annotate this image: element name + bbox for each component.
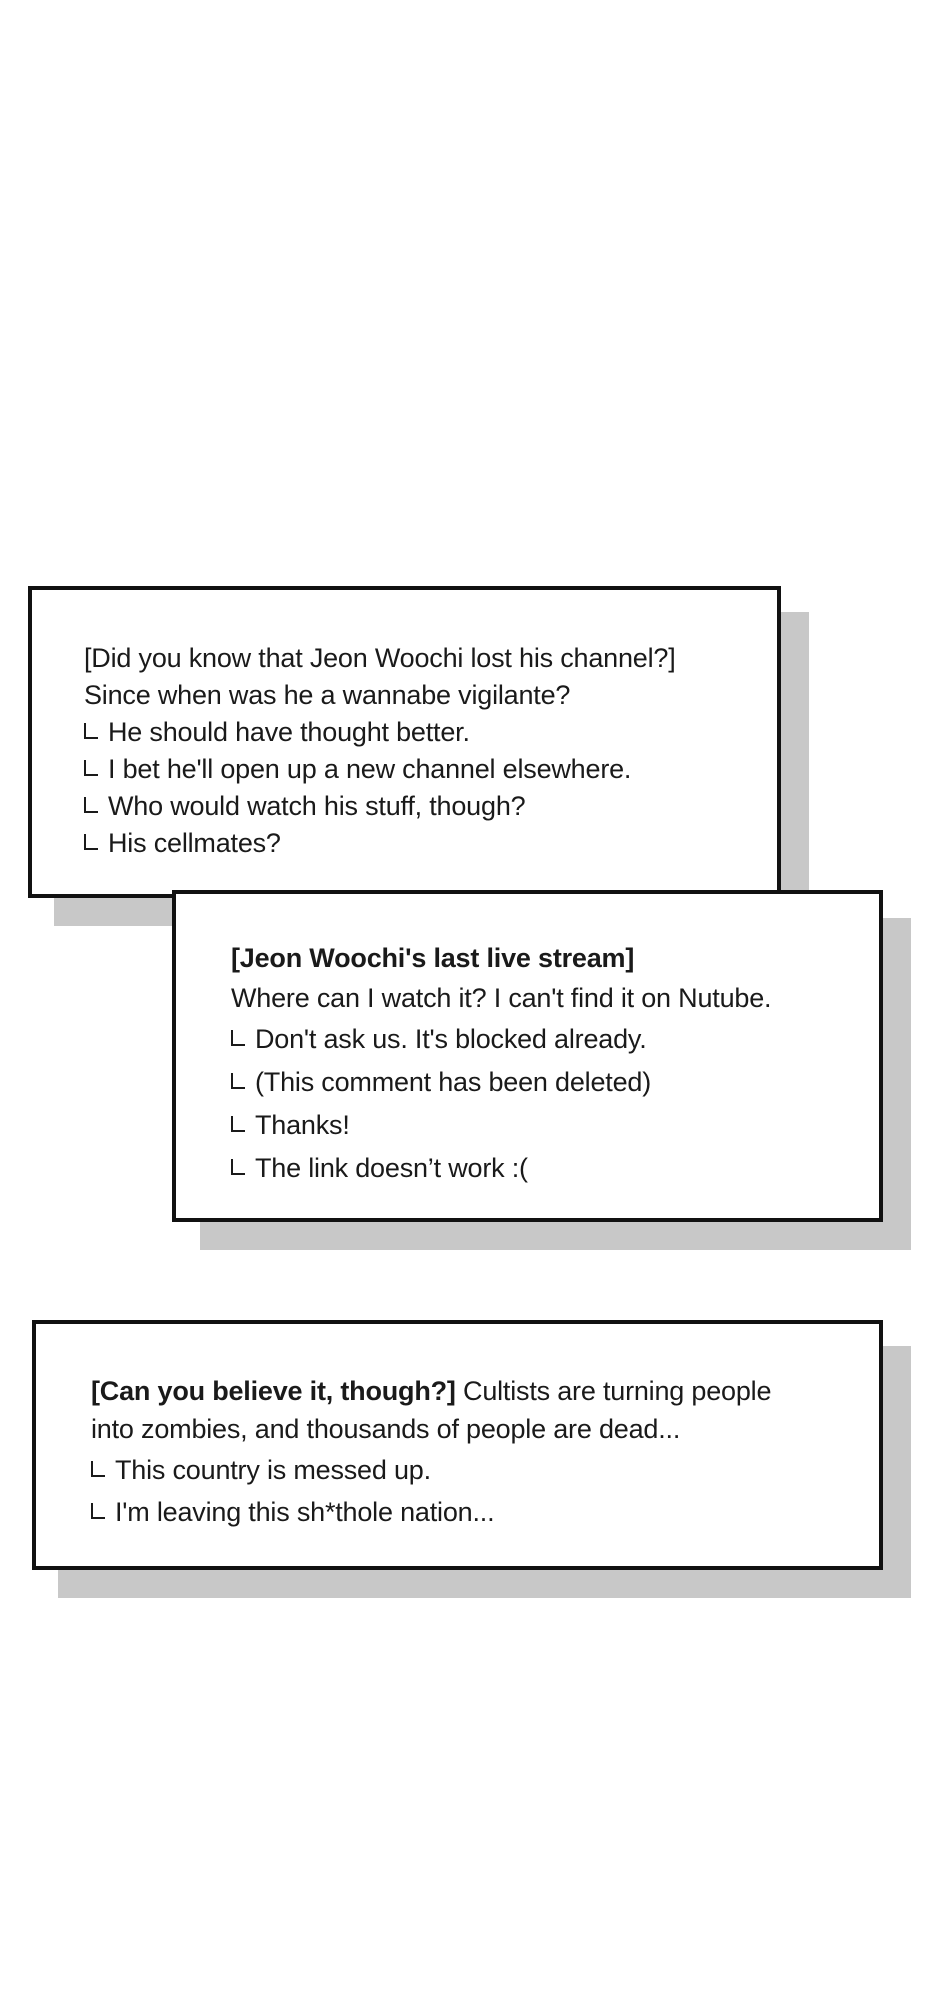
panel-2-reply-2 <box>231 1061 879 1104</box>
panel-1-title: [Did you know that Jeon Woochi lost his channel?] <box>84 643 676 673</box>
reply-text: Who would watch his stuff, though? <box>108 791 526 821</box>
panel-2-reply-4 <box>231 1147 879 1190</box>
reply-corner-icon <box>84 797 98 813</box>
reply-text: The link doesn’t work :( <box>255 1153 528 1183</box>
panel-3-first-line <box>91 1372 879 1410</box>
reply-text: Thanks! <box>255 1110 350 1140</box>
panel-3-title: [Can you believe it, though?] <box>91 1376 456 1406</box>
reply-corner-icon <box>91 1461 105 1477</box>
panel-2-reply-1 <box>231 1018 879 1061</box>
reply-text: This country is messed up. <box>115 1455 431 1485</box>
panel-3-reply-2 <box>91 1492 879 1532</box>
reply-text: I bet he'll open up a new channel elsewhere. <box>108 754 632 784</box>
panel-1-reply-3 <box>84 788 777 825</box>
panel-3-reply-1 <box>91 1448 879 1492</box>
comment-panel-2 <box>172 890 883 1222</box>
reply-corner-icon <box>84 834 98 850</box>
reply-text: I'm leaving this sh*thole nation... <box>115 1497 495 1527</box>
reply-text: (This comment has been deleted) <box>255 1067 652 1097</box>
comment-panel-3 <box>32 1320 883 1570</box>
panel-2-reply-3 <box>231 1104 879 1147</box>
panel-2-title: [Jeon Woochi's last live stream] <box>231 943 635 973</box>
reply-corner-icon <box>84 760 98 776</box>
panel-3-body-part-2: into zombies, and thousands of people are dead... <box>91 1414 681 1444</box>
panel-1-reply-2 <box>84 751 777 788</box>
reply-corner-icon <box>91 1503 105 1519</box>
reply-text: His cellmates? <box>108 828 281 858</box>
comment-panel-1 <box>28 586 781 898</box>
reply-corner-icon <box>231 1159 245 1175</box>
panel-1-reply-4 <box>84 825 777 862</box>
panel-1-reply-1 <box>84 714 777 751</box>
reply-corner-icon <box>231 1116 245 1132</box>
panel-3-body-part-1: Cultists are turning people <box>463 1376 772 1406</box>
reply-corner-icon <box>231 1030 245 1046</box>
panel-2-body: Where can I watch it? I can't find it on Nutube. <box>231 983 772 1013</box>
reply-text: He should have thought better. <box>108 717 470 747</box>
reply-corner-icon <box>84 723 98 739</box>
panel-1-body: Since when was he a wannabe vigilante? <box>84 680 571 710</box>
reply-text: Don't ask us. It's blocked already. <box>255 1024 647 1054</box>
reply-corner-icon <box>231 1073 245 1089</box>
